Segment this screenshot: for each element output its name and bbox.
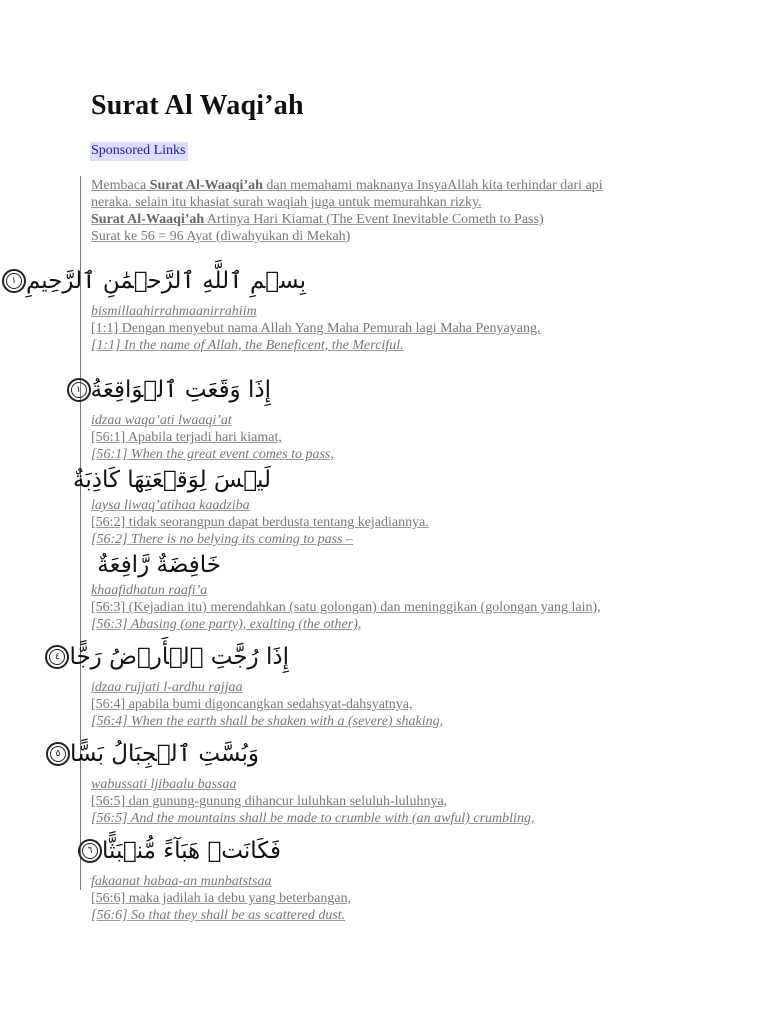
verse-translation-english[interactable]: [56:3] Abasing (one party), exalting (the other), <box>91 617 362 632</box>
arabic-verse-row <box>55 635 289 679</box>
surah-name-bold: Surat Al-Waaqi’ah <box>149 178 263 193</box>
sponsored-links-label[interactable]: Sponsored Links <box>90 142 188 161</box>
intro-line-2[interactable]: neraka. selain itu khasiat surah waqiah juga untuk memurahkan rizky. <box>91 195 482 210</box>
ayah-number: ٦ <box>87 846 93 856</box>
verse-translation-indonesian[interactable]: [56:2] tidak seorangpun dapat berdusta tentang kejadiannya. <box>91 515 429 530</box>
verse-block <box>55 635 680 730</box>
arabic-verse-row <box>55 732 259 776</box>
verse-translation-indonesian[interactable]: [56:3] (Kejadian itu) merendahkan (satu golongan) dan meninggikan (golongan yang lain), <box>91 600 601 615</box>
intro-text: dan memahami maknanya InsyaAllah kita terhindar dari api <box>262 178 603 193</box>
arabic-verse-row <box>91 548 221 582</box>
verse-translation-english[interactable]: [1:1] In the name of Allah, the Beneficent, the Merciful. <box>91 338 404 353</box>
verse-transliteration[interactable]: fakaanat habaa-an munbatstsaa <box>91 874 272 889</box>
verse-transliteration[interactable]: bismillaahirrahmaanirrahiim <box>91 304 257 319</box>
verse-block <box>73 463 680 548</box>
ayah-number-icon <box>78 839 102 863</box>
intro-block <box>91 177 680 245</box>
verse-translation-indonesian[interactable]: [1:1] Dengan menyebut nama Allah Yang Maha Pemurah lagi Maha Penyayang. <box>91 321 541 336</box>
arabic-verse-row <box>87 829 281 873</box>
verse-block <box>55 732 680 827</box>
arabic-verse-row <box>73 463 271 497</box>
arabic-verse-row <box>76 368 271 412</box>
ayah-number: ١ <box>76 385 82 395</box>
arabic-verse-text: لَيۡسَ لِوَقۡعَتِهَا كَاذِبَةٌ <box>73 467 271 493</box>
verse-translation-english[interactable]: [56:4] When the earth shall be shaken with a (severe) shaking, <box>91 714 444 729</box>
verse-transliteration[interactable]: idzaa waqa’ati lwaaqi’at <box>91 413 232 428</box>
ayah-number-icon <box>46 742 70 766</box>
page-title: Surat Al Waqi’ah <box>91 90 304 121</box>
intro-line-3[interactable] <box>91 211 680 228</box>
article-body <box>11 176 680 923</box>
ayah-number: ٥ <box>55 749 61 759</box>
arabic-verse-text: بِسۡمِ ٱللَّهِ ٱلرَّحۡمَٰنِ ٱلرَّحِيمِ <box>25 268 306 294</box>
verse-transliteration[interactable]: khaafidhatun raafi’a <box>91 583 208 598</box>
verse-block <box>91 548 680 633</box>
arabic-verse-text: إِذَا وَقَعَتِ ٱلۡوَاقِعَةُ <box>90 377 271 403</box>
arabic-verse-text: خَافِضَةٌ رَّافِعَةٌ <box>97 552 221 578</box>
verse-translation-indonesian[interactable]: [56:6] maka jadilah ia debu yang beterbangan, <box>91 891 352 906</box>
ayah-number: ١ <box>11 276 17 286</box>
verse-block <box>11 259 680 354</box>
verse-transliteration[interactable]: laysa liwaq’atihaa kaadziba <box>91 498 250 513</box>
arabic-verse-row <box>11 259 306 303</box>
verse-translation-english[interactable]: [56:1] When the great event comes to pass, <box>91 447 334 462</box>
verse-translation-english[interactable]: [56:6] So that they shall be as scattered dust. <box>91 908 346 923</box>
surah-name-bold: Surat Al-Waaqi’ah <box>91 212 205 227</box>
surah-meaning: Artinya Hari Kiamat (The Event Inevitable Cometh to Pass) <box>204 212 544 227</box>
ayah-number-icon <box>45 645 69 669</box>
ayah-number-icon <box>2 269 26 293</box>
verse-translation-english[interactable]: [56:5] And the mountains shall be made to crumble with (an awful) crumbling, <box>91 811 535 826</box>
verse-translation-indonesian[interactable]: [56:1] Apabila terjadi hari kiamat, <box>91 430 282 445</box>
arabic-verse-text: إِذَا رُجَّتِ ٱلۡأَرۡضُ رَجًّا <box>69 644 289 670</box>
verse-block <box>87 829 680 924</box>
arabic-verse-text: وَبُسَّتِ ٱلۡجِبَالُ بَسًّا <box>70 741 259 767</box>
arabic-verse-text: فَكَانَتۡ هَبَآءً مُّنۢبَثًّا <box>102 838 281 864</box>
ayah-number-icon <box>67 378 91 402</box>
intro-text: Membaca <box>91 178 150 193</box>
verse-translation-indonesian[interactable]: [56:4] apabila bumi digoncangkan sedahsyat-dahsyatnya, <box>91 697 413 712</box>
ayah-number: ٤ <box>55 652 60 662</box>
verse-transliteration[interactable]: wabussati ljibaalu bassaa <box>91 777 237 792</box>
intro-line-1[interactable] <box>91 177 680 194</box>
verse-translation-english[interactable]: [56:2] There is no belying its coming to pass – <box>91 532 353 547</box>
intro-line-4[interactable]: Surat ke 56 = 96 Ayat (diwahyukan di Mekah) <box>91 229 351 244</box>
verse-block <box>76 368 680 463</box>
verse-transliteration[interactable]: idzaa rujjati l-ardhu rajjaa <box>91 680 243 695</box>
verse-translation-indonesian[interactable]: [56:5] dan gunung-gunung dihancur luluhkan seluluh-luluhnya, <box>91 794 448 809</box>
